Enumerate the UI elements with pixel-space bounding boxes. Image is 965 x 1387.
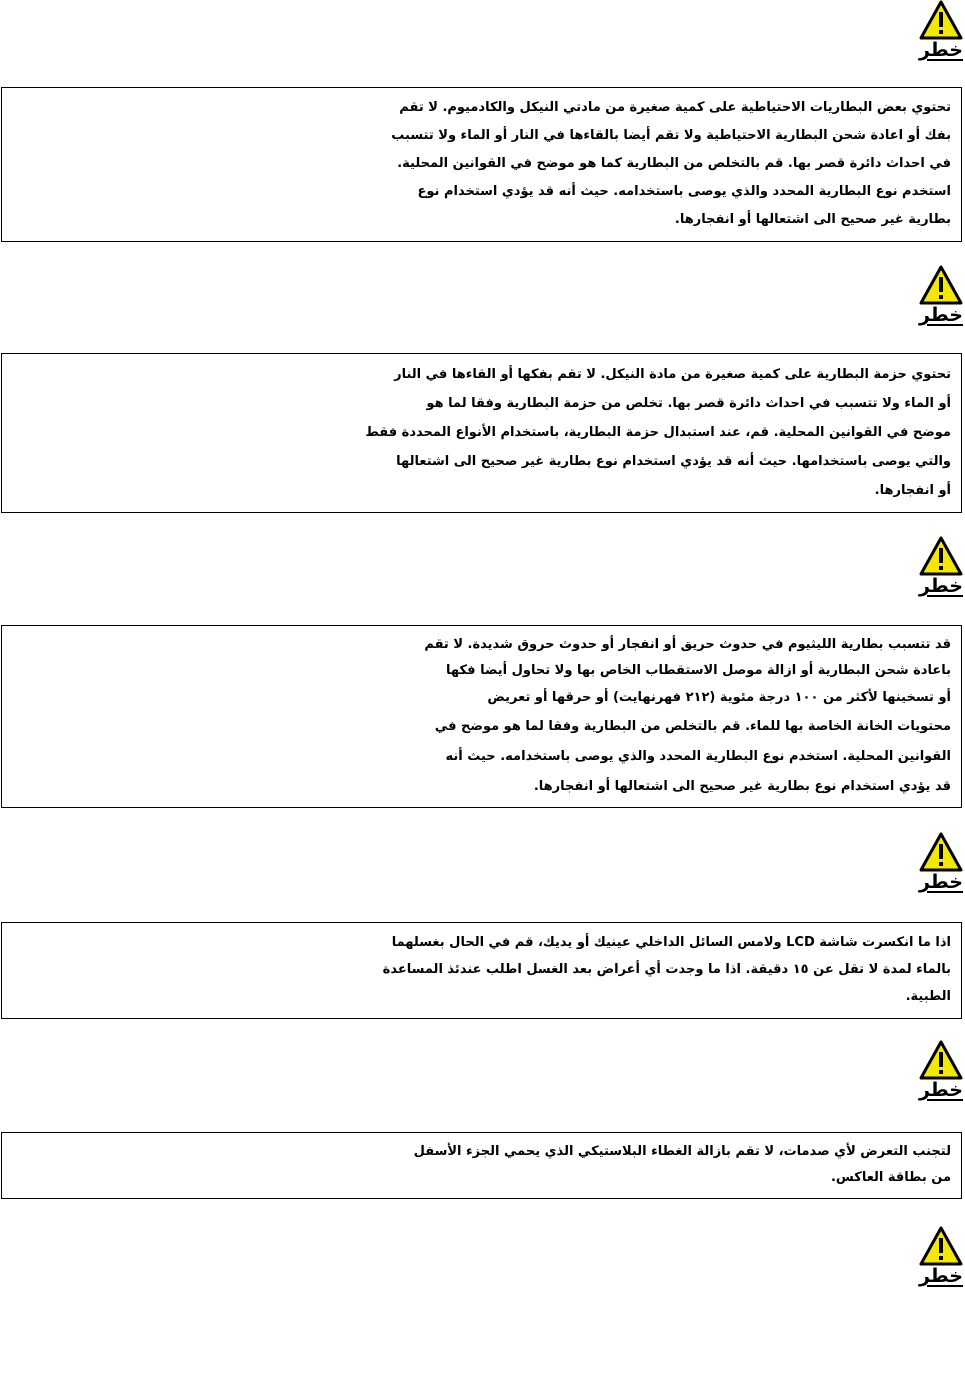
warning-triangle-icon [919, 265, 963, 305]
warning-triangle-icon [919, 832, 963, 872]
notice-line: بطارية غير صحيح الى اشتعالها أو انفجارها. [674, 212, 951, 227]
warning-header [915, 536, 963, 606]
notice-line: أو انفجارها. [874, 483, 951, 498]
notice-line: قد يؤدي استخدام نوع بطارية غير صحيح الى اشتعالها أو انفجارها. [533, 779, 951, 794]
notice-line: القوانين المحلية. استخدم نوع البطارية المحدد والذي يوصى باستخدامه. حيث أنه [445, 749, 951, 764]
warning-label: خطر [918, 871, 963, 893]
warning-triangle-icon [919, 1226, 963, 1266]
notice-line: موضح في القوانين المحلية. قم، عند استبدال حزمة البطارية، باستخدام الأنواع المحددة فقط [365, 425, 951, 440]
notice-line: أو تسخينها لأكثر من ١٠٠ درجة مئوية (٢١٢ فهرنهايت) أو حرقها أو تعريض [487, 690, 951, 705]
warning-header [915, 1226, 963, 1296]
warning-notice [1, 87, 962, 242]
notice-line: لتجنب التعرض لأي صدمات، لا تقم بازالة الغطاء البلاستيكي الذي يحمي الجزء الأسفل [413, 1144, 951, 1159]
warning-notice [1, 625, 962, 808]
notice-line: باعادة شحن البطارية أو ازالة موصل الاستقطاب الخاص بها ولا تحاول أيضا فكها [446, 663, 951, 678]
notice-line: والتي يوصى باستخدامها. حيث أنه قد يؤدي استخدام نوع بطارية غير صحيح الى اشتعالها [396, 454, 951, 469]
warning-triangle-icon [919, 536, 963, 576]
warning-notice [1, 922, 962, 1019]
warning-label: خطر [918, 575, 963, 597]
notice-line: الطبية. [905, 989, 951, 1004]
warning-label: خطر [918, 1079, 963, 1101]
notice-line: تحتوي حزمة البطارية على كمية صغيرة من مادة النيكل. لا تقم بفكها أو القاءها في النار [394, 367, 951, 382]
notice-line: استخدم نوع البطارية المحدد والذي يوصى باستخدامه. حيث أنه قد يؤدي استخدام نوع [417, 184, 951, 199]
warning-header [915, 832, 963, 902]
warning-label: خطر [918, 39, 963, 61]
notice-line: بفك أو اعادة شحن البطارية الاحتياطية ولا تقم أيضا بالقاءها في النار أو الماء ولا تتسبب [391, 128, 951, 143]
warning-triangle-icon [919, 1040, 963, 1080]
warning-triangle-icon [919, 0, 963, 40]
notice-line: تحتوي بعض البطاريات الاحتياطية على كمية صغيرة من مادتي النيكل والكادميوم. لا تقم [399, 100, 951, 115]
warning-notice [1, 1132, 962, 1199]
notice-line: بالماء لمدة لا تقل عن ١٥ دقيقة. اذا ما وجدت أي أعراض بعد الغسل اطلب عندئذ المساعدة [382, 962, 951, 977]
notice-line: من بطاقة العاكس. [830, 1170, 951, 1185]
warning-header [915, 0, 963, 70]
warning-notice [1, 353, 962, 513]
warning-label: خطر [918, 304, 963, 326]
notice-line: أو الماء ولا تتسبب في احداث دائرة قصر بها. تخلص من حزمة البطارية وفقا لما هو [426, 396, 951, 411]
notice-line: اذا ما انكسرت شاشة LCD ولامس السائل الداخلي عينيك أو يديك، قم في الحال بغسلهما [391, 935, 951, 950]
warning-header [915, 1040, 963, 1110]
notice-line: قد تتسبب بطارية الليثيوم في حدوث حريق أو انفجار أو حدوث حروق شديدة. لا تقم [424, 637, 951, 652]
notice-line: في احداث دائرة قصر بها. قم بالتخلص من البطارية كما هو موضح في القوانين المحلية. [397, 156, 951, 171]
warning-label: خطر [918, 1265, 963, 1287]
notice-line: محتويات الخانة الخاصة بها للماء. قم بالتخلص من البطارية وفقا لما هو موضح في [434, 719, 951, 734]
warning-header [915, 265, 963, 335]
